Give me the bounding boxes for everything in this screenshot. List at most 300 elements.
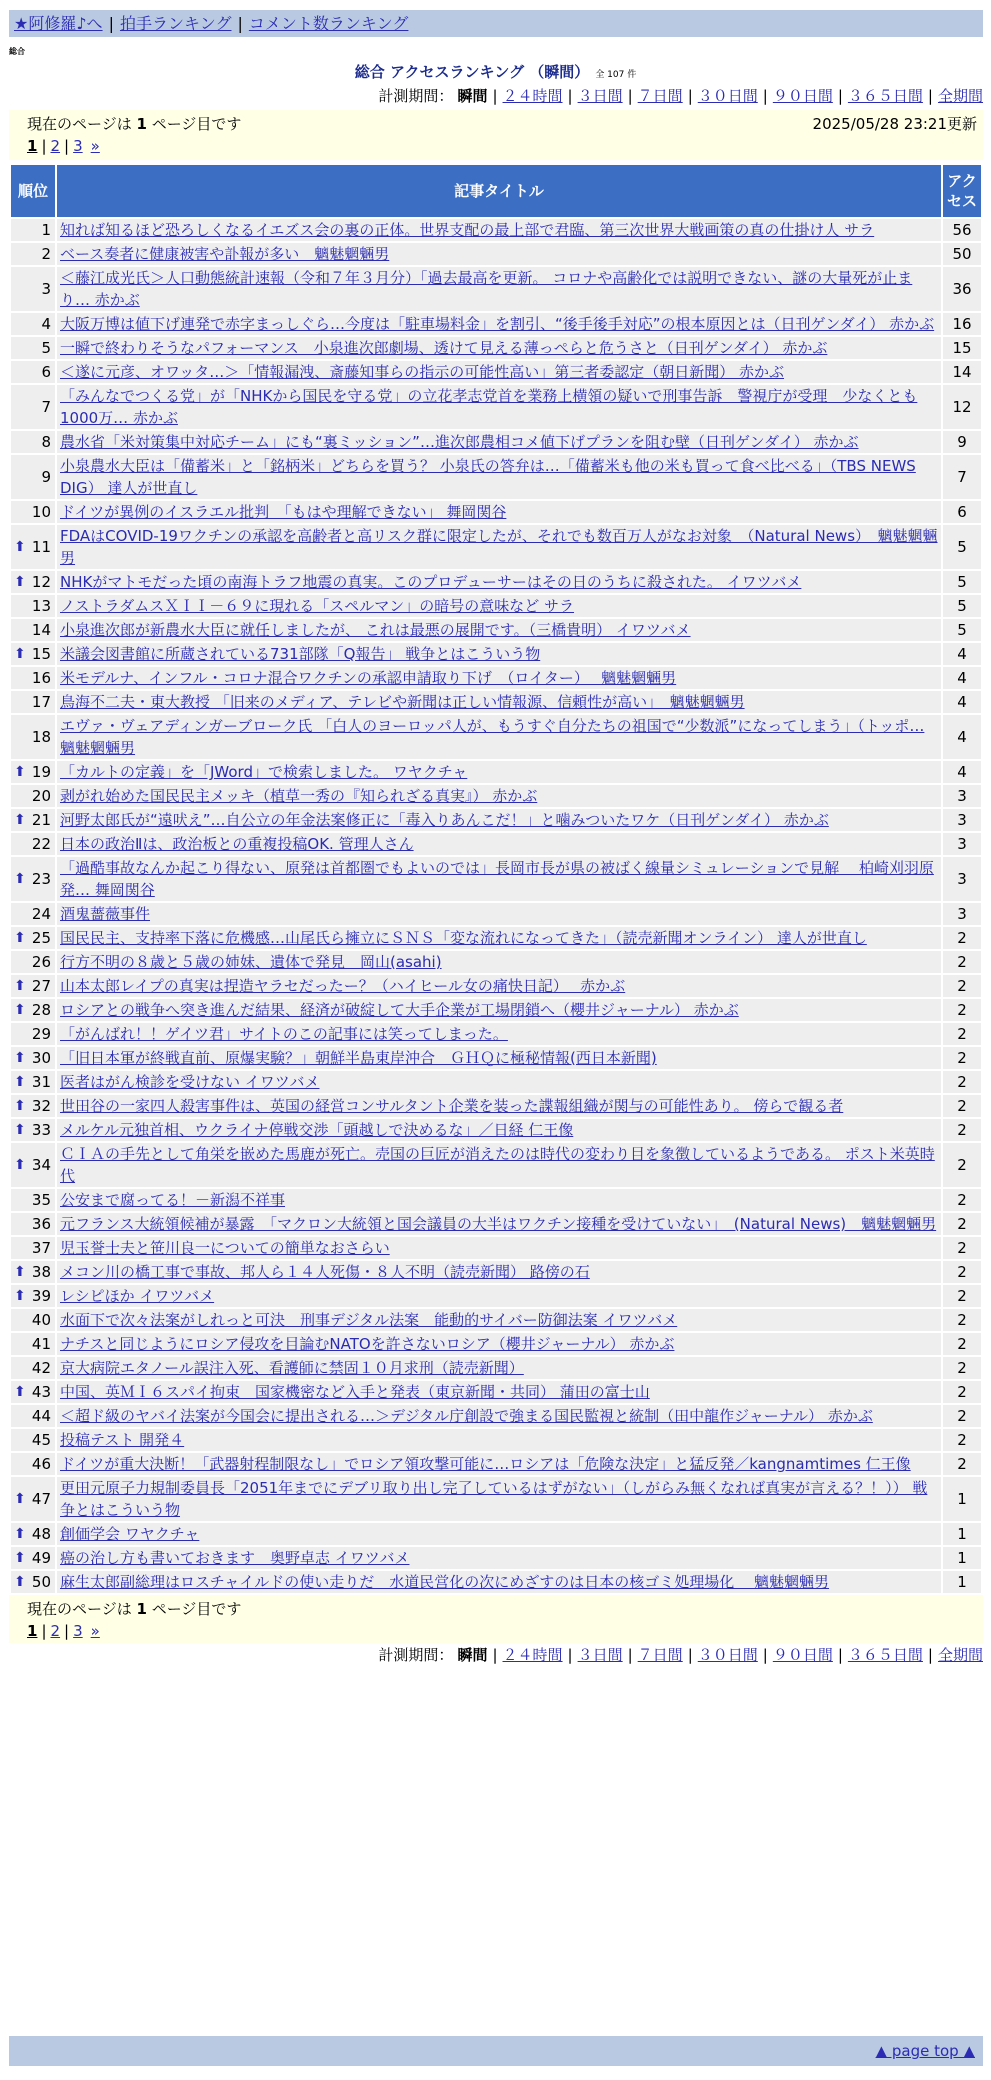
title-cell — [57, 667, 941, 689]
article-link[interactable]: 米モデルナ、インフル・コロナ混合ワクチンの承認申請取り下げ （ロイター） 魑魅魍魎男 — [60, 669, 677, 687]
access-count: 2 — [943, 927, 981, 949]
article-link[interactable]: ノストラダムスＸＩＩ－６９に現れる「スペルマン」の暗号の意味など サラ — [60, 597, 575, 615]
rank-number: 24 — [31, 905, 51, 923]
rank-cell — [11, 667, 55, 689]
rank-up-arrow-icon: ⬆ — [14, 1550, 26, 1566]
rank-cell — [11, 785, 55, 807]
table-row — [11, 385, 981, 429]
rank-number: 21 — [31, 811, 51, 829]
rank-up-arrow-icon: ⬆ — [14, 1574, 26, 1590]
page-2-link[interactable]: 2 — [50, 1622, 61, 1640]
rank-up-arrow-icon: ⬆ — [14, 1264, 26, 1280]
article-link[interactable]: 知れば知るほど恐ろしくなるイエズス会の裏の正体。世界支配の最上部で君臨、第三次世界大戦画策の真の仕掛け人 サラ — [60, 221, 875, 239]
access-count: 5 — [943, 595, 981, 617]
title-cell — [57, 1095, 941, 1117]
rank-up-arrow-icon: ⬆ — [14, 764, 26, 780]
rank-cell — [11, 219, 55, 241]
access-count: 1 — [943, 1547, 981, 1569]
access-count: 2 — [943, 1333, 981, 1355]
title-cell — [57, 1571, 941, 1593]
article-link[interactable]: ナチスと同じようにロシア侵攻を目論むNATOを許さないロシア（櫻井ジャーナル） 赤かぶ — [60, 1335, 675, 1353]
article-link[interactable]: 剥がれ始めた国民民主メッキ（植草一秀の『知られざる真実』） 赤かぶ — [60, 787, 538, 805]
table-row — [11, 1405, 981, 1427]
article-link[interactable]: 「みんなでつくる党」が「NHKから国民を守る党」の立花孝志党首を業務上横領の疑いで刑事告訴 警視庁が受理 少なくとも1000万… 赤かぶ — [60, 387, 918, 427]
title-cell — [57, 761, 941, 783]
rank-cell — [11, 833, 55, 855]
rank-cell — [11, 1237, 55, 1259]
table-row — [11, 1189, 981, 1211]
access-count: 4 — [943, 667, 981, 689]
article-link[interactable]: 癌の治し方も書いておきます 奥野卓志 イワツバメ — [60, 1549, 410, 1567]
rank-cell — [11, 313, 55, 335]
title-cell — [57, 691, 941, 713]
rank-number: 47 — [31, 1490, 51, 1508]
article-link[interactable]: 元フランス大統領候補が暴露 「マクロン大統領と国会議員の大半はワクチン接種を受けていない」 (Natural News) 魑魅魍魎男 — [60, 1215, 937, 1233]
title-cell — [57, 313, 941, 335]
period-24h-link[interactable]: ２４時間 — [502, 1646, 563, 1664]
rank-up-arrow-icon: ⬆ — [14, 1288, 26, 1304]
rank-cell — [11, 715, 55, 759]
period-7d-link[interactable]: ７日間 — [637, 87, 683, 105]
table-row — [11, 313, 981, 335]
title-cell — [57, 1381, 941, 1403]
rank-cell — [11, 1119, 55, 1141]
rank-cell — [11, 1571, 55, 1593]
table-row — [11, 525, 981, 569]
rank-cell — [11, 1405, 55, 1427]
rank-up-arrow-icon: ⬆ — [14, 1526, 26, 1542]
rank-cell — [11, 903, 55, 925]
rank-cell — [11, 1477, 55, 1521]
table-row — [11, 1213, 981, 1235]
clap-ranking-link[interactable]: 拍手ランキング — [119, 14, 232, 33]
rank-cell — [11, 455, 55, 499]
rank-number: 5 — [41, 339, 51, 357]
title-cell — [57, 619, 941, 641]
rank-number: 48 — [31, 1525, 51, 1543]
article-link[interactable]: 更田元原子力規制委員長「2051年までにデブリ取り出し完了しているはずがない」（しがらみ無くなれば真実が言える？！）） 戦争とはこういう物 — [60, 1479, 928, 1519]
article-link[interactable]: 鳥海不二夫・東大教授 「旧来のメディア、テレビや新聞は正しい情報源、信頼性が高い」 魑魅魍魎男 — [60, 693, 745, 711]
article-link[interactable]: 行方不明の８歳と５歳の姉妹、遺体で発見 岡山(asahi) — [60, 953, 442, 971]
period-selector-bottom: 計測期間： 瞬間 | ２４時間 | ３日間 | ７日間 | ３０日間 | ９０日間 | ３６５日間 | 全期間 — [378, 1646, 983, 1664]
rank-up-arrow-icon: ⬆ — [14, 1157, 26, 1173]
rank-cell — [11, 571, 55, 593]
rank-number: 6 — [41, 363, 51, 381]
article-link[interactable]: NHKがマトモだった頃の南海トラフ地震の真実。このプロデューサーはその日のうちに殺された。 イワツバメ — [60, 573, 802, 591]
title-cell — [57, 1429, 941, 1451]
rank-cell — [11, 1309, 55, 1331]
rank-number: 25 — [31, 929, 51, 947]
pager-top — [9, 110, 983, 160]
article-link[interactable]: 「旧日本軍が終戦直前、原爆実験？」朝鮮半島東岸沖合 ＧＨＱに極秘情報(西日本新聞) — [60, 1049, 657, 1067]
table-row — [11, 1285, 981, 1307]
rank-cell — [11, 1285, 55, 1307]
article-link[interactable]: 「がんばれ！！ゲイツ君」サイトのこの記事には笑ってしまった。 — [60, 1025, 508, 1043]
rank-cell — [11, 243, 55, 265]
table-row — [11, 903, 981, 925]
table-row — [11, 809, 981, 831]
access-count: 2 — [943, 999, 981, 1021]
access-count: 2 — [943, 1429, 981, 1451]
rank-number: 9 — [41, 468, 51, 486]
period-90d-link[interactable]: ９０日間 — [772, 87, 833, 105]
table-row — [11, 1309, 981, 1331]
rank-cell — [11, 1381, 55, 1403]
rank-number: 38 — [31, 1263, 51, 1281]
article-link[interactable]: 医者はがん検診を受けない イワツバメ — [60, 1073, 320, 1091]
article-link[interactable]: 「過酷事故なんか起こり得ない、原発は首都圏でもよいのでは」長岡市長が県の被ばく線量シミュレーションで見解 柏崎刈羽原発… 舞岡関谷 — [60, 859, 934, 899]
table-row — [11, 361, 981, 383]
rank-number: 3 — [41, 280, 51, 298]
page-links: 1 | 2 | 3 » — [27, 137, 100, 155]
rank-up-arrow-icon: ⬆ — [14, 646, 26, 662]
table-row — [11, 715, 981, 759]
title-cell — [57, 337, 941, 359]
rank-cell — [11, 1523, 55, 1545]
table-row — [11, 1357, 981, 1379]
article-link[interactable]: ドイツが重大決断！「武器射程制限なし」でロシア領攻撃可能に…ロシアは「危険な決定」と猛反発／kangnamtimes 仁王像 — [60, 1455, 911, 1473]
title-cell — [57, 525, 941, 569]
access-count: 2 — [943, 1285, 981, 1307]
title-cell — [57, 1309, 941, 1331]
title-cell — [57, 219, 941, 241]
access-count: 2 — [943, 1213, 981, 1235]
table-row — [11, 1023, 981, 1045]
access-count: 15 — [943, 337, 981, 359]
access-count: 2 — [943, 1261, 981, 1283]
period-selector-top: 計測期間： 瞬間 | ２４時間 | ３日間 | ７日間 | ３０日間 | ９０日間 | ３６５日間 | 全期間 — [378, 87, 983, 105]
access-count: 2 — [943, 1237, 981, 1259]
rank-up-arrow-icon: ⬆ — [14, 1122, 26, 1138]
access-count: 5 — [943, 571, 981, 593]
article-link[interactable]: 日本の政治Ⅱは、政治板との重複投稿OK. 管理人さん — [60, 835, 414, 853]
rank-number: 34 — [31, 1156, 51, 1174]
article-link[interactable]: 公安まで腐ってる！－新潟不祥事 — [60, 1191, 286, 1209]
rank-number: 7 — [41, 398, 51, 416]
rank-cell — [11, 691, 55, 713]
rank-cell — [11, 1261, 55, 1283]
period-current: 瞬間 — [457, 87, 488, 105]
access-count: 1 — [943, 1523, 981, 1545]
title-cell — [57, 1477, 941, 1521]
table-row — [11, 1143, 981, 1187]
table-row — [11, 1119, 981, 1141]
title-cell — [57, 951, 941, 973]
table-row — [11, 1095, 981, 1117]
article-link[interactable]: 水面下で次々法案がしれっと可決 刑事デジタル法案 能動的サイバー防御法案 イワツバメ — [60, 1311, 678, 1329]
comment-ranking-link[interactable]: コメント数ランキング — [248, 14, 409, 33]
access-count: 3 — [943, 833, 981, 855]
table-row — [11, 1453, 981, 1475]
rank-number: 30 — [31, 1049, 51, 1067]
rank-up-arrow-icon: ⬆ — [14, 1098, 26, 1114]
rank-cell — [11, 761, 55, 783]
article-link[interactable]: 国民民主、支持率下落に危機感…山尾氏ら擁立にＳＮＳ「変な流れになってきた」（読売新聞オンライン） 達人が世直し — [60, 929, 867, 947]
article-link[interactable]: 山本太郎レイプの真実は捏造ヤラセだったー？（ハイヒール女の痛快日記） 赤かぶ — [60, 977, 626, 995]
title-cell — [57, 903, 941, 925]
article-link[interactable]: ドイツが異例のイスラエル批判 「もはや理解できない」 舞岡関谷 — [60, 503, 507, 521]
home-link[interactable]: ★阿修羅♪へ — [14, 14, 103, 33]
rank-up-arrow-icon: ⬆ — [14, 812, 26, 828]
title-cell — [57, 431, 941, 453]
updated-time: 2025/05/28 23:21更新 — [812, 115, 977, 133]
rank-number: 18 — [31, 728, 51, 746]
article-link[interactable]: 一瞬で終わりそうなパフォーマンス 小泉進次郎劇場、透けて見える薄っぺらと危うさと（日刊ゲンダイ） 赤かぶ — [60, 339, 828, 357]
article-link[interactable]: ロシアとの戦争へ突き進んだ結果、経済が破綻して大手企業が工場閉鎖へ（櫻井ジャーナル） 赤かぶ — [60, 1001, 739, 1019]
rank-number: 44 — [31, 1407, 51, 1425]
title-cell — [57, 643, 941, 665]
nav-separator: | — [237, 14, 243, 33]
period-365d-link[interactable]: ３６５日間 — [847, 1646, 923, 1664]
access-count: 1 — [943, 1477, 981, 1521]
period-all-link[interactable]: 全期間 — [937, 87, 983, 105]
article-link[interactable]: 河野太郎氏が“遠吠え”…自公立の年金法案修正に「毒入りあんこだ！」と噛みついたワケ（日刊ゲンダイ） 赤かぶ — [60, 811, 829, 829]
rank-cell — [11, 809, 55, 831]
article-link[interactable]: メルケル元独首相、ウクライナ停戦交渉「頭越しで決めるな」／日経 仁王像 — [60, 1121, 574, 1139]
access-count: 2 — [943, 1309, 981, 1331]
article-link[interactable]: ＜遂に元彦、オワッタ…＞「情報漏洩、斎藤知事らの指示の可能性高い」第三者委認定（朝日新聞） 赤かぶ — [60, 363, 785, 381]
article-link[interactable]: 創価学会 ワヤクチャ — [60, 1525, 200, 1543]
title-cell — [57, 455, 941, 499]
rank-cell — [11, 1023, 55, 1045]
rank-up-arrow-icon: ⬆ — [14, 1050, 26, 1066]
article-link[interactable]: 「カルトの定義」を「JWord」で検索しました。 ワヤクチャ — [60, 763, 468, 781]
article-link[interactable]: FDAはCOVID-19ワクチンの承認を高齢者と高リスク群に限定したが、それでも数百万人がなお対象 （Natural News） 魑魅魍魎男 — [60, 527, 938, 567]
rank-cell — [11, 1213, 55, 1235]
rank-number: 33 — [31, 1121, 51, 1139]
access-count: 3 — [943, 857, 981, 901]
title-cell — [57, 267, 941, 311]
access-count: 36 — [943, 267, 981, 311]
access-count: 3 — [943, 809, 981, 831]
access-count: 16 — [943, 313, 981, 335]
rank-number: 20 — [31, 787, 51, 805]
article-link[interactable]: ＜藤江成光氏＞人口動態統計速報（令和７年３月分）「過去最高を更新。 コロナや高齢化では説明できない、謎の大量死が止まり… 赤かぶ — [60, 269, 913, 309]
access-count: 2 — [943, 1071, 981, 1093]
rank-cell — [11, 927, 55, 949]
article-link[interactable]: ＣＩＡの手先として角栄を嵌めた馬鹿が死亡。売国の巨匠が消えたのは時代の変わり目を象徴しているようである。 ポスト米英時代 — [60, 1145, 935, 1185]
access-count: 2 — [943, 1189, 981, 1211]
article-link[interactable]: 大阪万博は値下げ連発で赤字まっしぐら…今度は「駐車場料金」を割引、“後手後手対応”の根本原因とは（日刊ゲンダイ） 赤かぶ — [60, 315, 935, 333]
rank-cell — [11, 337, 55, 359]
rank-up-arrow-icon: ⬆ — [14, 930, 26, 946]
article-link[interactable]: メコン川の橋工事で事故、邦人ら１４人死傷・８人不明（読売新聞） 路傍の石 — [60, 1263, 590, 1281]
period-label: 計測期間： — [378, 1646, 454, 1664]
rank-header: 順位 — [11, 165, 55, 217]
period-365d-link[interactable]: ３６５日間 — [847, 87, 923, 105]
table-row — [11, 1571, 981, 1593]
table-row — [11, 1523, 981, 1545]
rank-up-arrow-icon: ⬆ — [14, 1074, 26, 1090]
rank-cell — [11, 1547, 55, 1569]
article-link[interactable]: レシピほか イワツバメ — [60, 1287, 215, 1305]
rank-number: 36 — [31, 1215, 51, 1233]
access-count: 56 — [943, 219, 981, 241]
period-30d-link[interactable]: ３０日間 — [697, 87, 758, 105]
article-link[interactable]: ベース奏者に健康被害や訃報が多い 魑魅魍魎男 — [60, 245, 390, 263]
table-row — [11, 1429, 981, 1451]
access-count: 5 — [943, 619, 981, 641]
rank-number: 4 — [41, 315, 51, 333]
period-7d-link[interactable]: ７日間 — [637, 1646, 683, 1664]
table-row — [11, 1381, 981, 1403]
title-cell — [57, 1453, 941, 1475]
rank-number: 40 — [31, 1311, 51, 1329]
table-row — [11, 337, 981, 359]
article-link[interactable]: 麻生太郎副総理はロスチャイルドの使い走りだ 水道民営化の次にめざすのは日本の核ゴミ処理場化 魑魅魍魎男 — [60, 1573, 830, 1591]
rank-cell — [11, 267, 55, 311]
page-3-link[interactable]: 3 — [73, 137, 83, 155]
page-2-link[interactable]: 2 — [50, 137, 61, 155]
article-link[interactable]: 児玉誉士夫と笹川良一についての簡単なおさらい — [60, 1239, 390, 1257]
rank-number: 39 — [31, 1287, 51, 1305]
access-count: 2 — [943, 1095, 981, 1117]
title-cell — [57, 243, 941, 265]
page-3-link[interactable]: 3 — [73, 1622, 83, 1640]
table-row — [11, 643, 981, 665]
article-link[interactable]: 農水省「米対策集中対応チーム」にも“裏ミッション”…進次郎農相コメ値下げプランを阻む壁（日刊ゲンダイ） 赤かぶ — [60, 433, 859, 451]
period-90d-link[interactable]: ９０日間 — [772, 1646, 833, 1664]
title-cell — [57, 571, 941, 593]
article-link[interactable]: 世田谷の一家四人殺害事件は、英国の経営コンサルタント企業を装った諜報組織が関与の可能性あり。 傍らで観る者 — [60, 1097, 844, 1115]
rank-number: 42 — [31, 1359, 51, 1377]
title-cell — [57, 1547, 941, 1569]
article-link[interactable]: 京大病院エタノール誤注入死、看護師に禁固１０月求刑（読売新聞） — [60, 1359, 524, 1377]
rank-number: 17 — [31, 693, 51, 711]
table-row — [11, 857, 981, 901]
rank-number: 35 — [31, 1191, 51, 1209]
rank-number: 27 — [31, 977, 51, 995]
bottom-bar — [9, 2036, 983, 2066]
table-row — [11, 833, 981, 855]
access-count: 5 — [943, 525, 981, 569]
rank-cell — [11, 431, 55, 453]
access-count: 4 — [943, 643, 981, 665]
access-count: 2 — [943, 1047, 981, 1069]
period-3d-link[interactable]: ３日間 — [577, 87, 623, 105]
rank-cell — [11, 595, 55, 617]
ranking-table — [9, 163, 983, 1595]
article-link[interactable]: エヴァ・ヴェアディンガーブローク氏 「白人のヨーロッパ人が、もうすぐ自分たちの祖国で“少数派”になってしまう」（トッポ… 魑魅魍魎男 — [60, 717, 925, 757]
rank-up-arrow-icon: ⬆ — [14, 978, 26, 994]
table-row — [11, 431, 981, 453]
title-cell — [57, 1213, 941, 1235]
title-cell — [57, 1405, 941, 1427]
rank-number: 16 — [31, 669, 51, 687]
article-link[interactable]: ＜超ド級のヤバイ法案が今国会に提出される…＞デジタル庁創設で強まる国民監視と統制（田中龍作ジャーナル） 赤かぶ — [60, 1407, 873, 1425]
access-count: 4 — [943, 715, 981, 759]
table-row — [11, 501, 981, 523]
title-cell — [57, 857, 941, 901]
access-count: 2 — [943, 1143, 981, 1187]
period-24h-link[interactable]: ２４時間 — [502, 87, 563, 105]
table-row — [11, 1333, 981, 1355]
page-top-link[interactable]: ▲ page top ▲ — [875, 2042, 975, 2060]
rank-number: 2 — [41, 245, 51, 263]
rank-cell — [11, 1143, 55, 1187]
rank-cell — [11, 501, 55, 523]
table-row — [11, 1547, 981, 1569]
rank-up-arrow-icon: ⬆ — [14, 574, 26, 590]
rank-number: 23 — [31, 870, 51, 888]
article-link[interactable]: 米議会図書館に所蔵されている731部隊「Q報告」 戦争とはこういう物 — [60, 645, 541, 663]
rank-cell — [11, 525, 55, 569]
title-cell — [57, 1357, 941, 1379]
next-page-link[interactable]: » — [90, 1622, 100, 1640]
article-link[interactable]: 投稿テスト 開発４ — [60, 1431, 185, 1449]
table-row — [11, 999, 981, 1021]
next-page-link[interactable]: » — [90, 137, 100, 155]
rank-cell — [11, 619, 55, 641]
title-cell — [57, 1047, 941, 1069]
page-title-line — [0, 62, 991, 85]
period-30d-link[interactable]: ３０日間 — [697, 1646, 758, 1664]
table-row — [11, 927, 981, 949]
table-row — [11, 1237, 981, 1259]
rank-number: 19 — [31, 763, 51, 781]
title-cell — [57, 1237, 941, 1259]
rank-cell — [11, 975, 55, 997]
rank-up-arrow-icon: ⬆ — [14, 1491, 26, 1507]
title-cell — [57, 1023, 941, 1045]
title-cell — [57, 975, 941, 997]
rank-number: 43 — [31, 1383, 51, 1401]
access-header: アクセス — [943, 165, 981, 217]
access-count: 2 — [943, 951, 981, 973]
period-label: 計測期間： — [378, 87, 454, 105]
access-count: 4 — [943, 691, 981, 713]
article-link[interactable]: 酒鬼薔薇事件 — [60, 905, 151, 923]
access-count: 2 — [943, 975, 981, 997]
table-row — [11, 571, 981, 593]
rank-up-arrow-icon: ⬆ — [14, 1384, 26, 1400]
access-count: 2 — [943, 1023, 981, 1045]
title-cell — [57, 361, 941, 383]
title-cell — [57, 1333, 941, 1355]
access-count: 14 — [943, 361, 981, 383]
rank-cell — [11, 1189, 55, 1211]
period-current: 瞬間 — [457, 1646, 488, 1664]
article-link[interactable]: 小泉農水大臣は「備蓄米」と「銘柄米」どちらを買う？ 小泉氏の答弁は…「備蓄米も他の米も買って食べ比べる」（TBS NEWS DIG） 達人が世直し — [60, 457, 916, 497]
top-nav — [9, 10, 983, 37]
article-link[interactable]: 中国、英ＭＩ６スパイ拘束 国家機密など入手と発表（東京新聞・共同） 蒲田の富士山 — [60, 1383, 650, 1401]
access-count: 3 — [943, 785, 981, 807]
rank-number: 29 — [31, 1025, 51, 1043]
table-row — [11, 267, 981, 311]
rank-cell — [11, 643, 55, 665]
pager-bottom — [9, 1595, 983, 1643]
access-count: 2 — [943, 1381, 981, 1403]
period-3d-link[interactable]: ３日間 — [577, 1646, 623, 1664]
title-cell — [57, 809, 941, 831]
rank-cell — [11, 999, 55, 1021]
title-cell — [57, 1119, 941, 1141]
table-row — [11, 951, 981, 973]
period-all-link[interactable]: 全期間 — [937, 1646, 983, 1664]
rank-number: 26 — [31, 953, 51, 971]
article-link[interactable]: 小泉進次郎が新農水大臣に就任しましたが、 これは最悪の展開です。（三橋貴明） イワツバメ — [60, 621, 691, 639]
table-row — [11, 785, 981, 807]
page-title: 総合 アクセスランキング （瞬間） — [354, 63, 590, 81]
table-row — [11, 455, 981, 499]
table-row — [11, 595, 981, 617]
rank-cell — [11, 1357, 55, 1379]
access-count: 2 — [943, 1405, 981, 1427]
title-cell — [57, 1261, 941, 1283]
current-page-text: 現在のページは 1 ページ目です — [27, 1600, 242, 1618]
table-row — [11, 219, 981, 241]
title-cell — [57, 1285, 941, 1307]
